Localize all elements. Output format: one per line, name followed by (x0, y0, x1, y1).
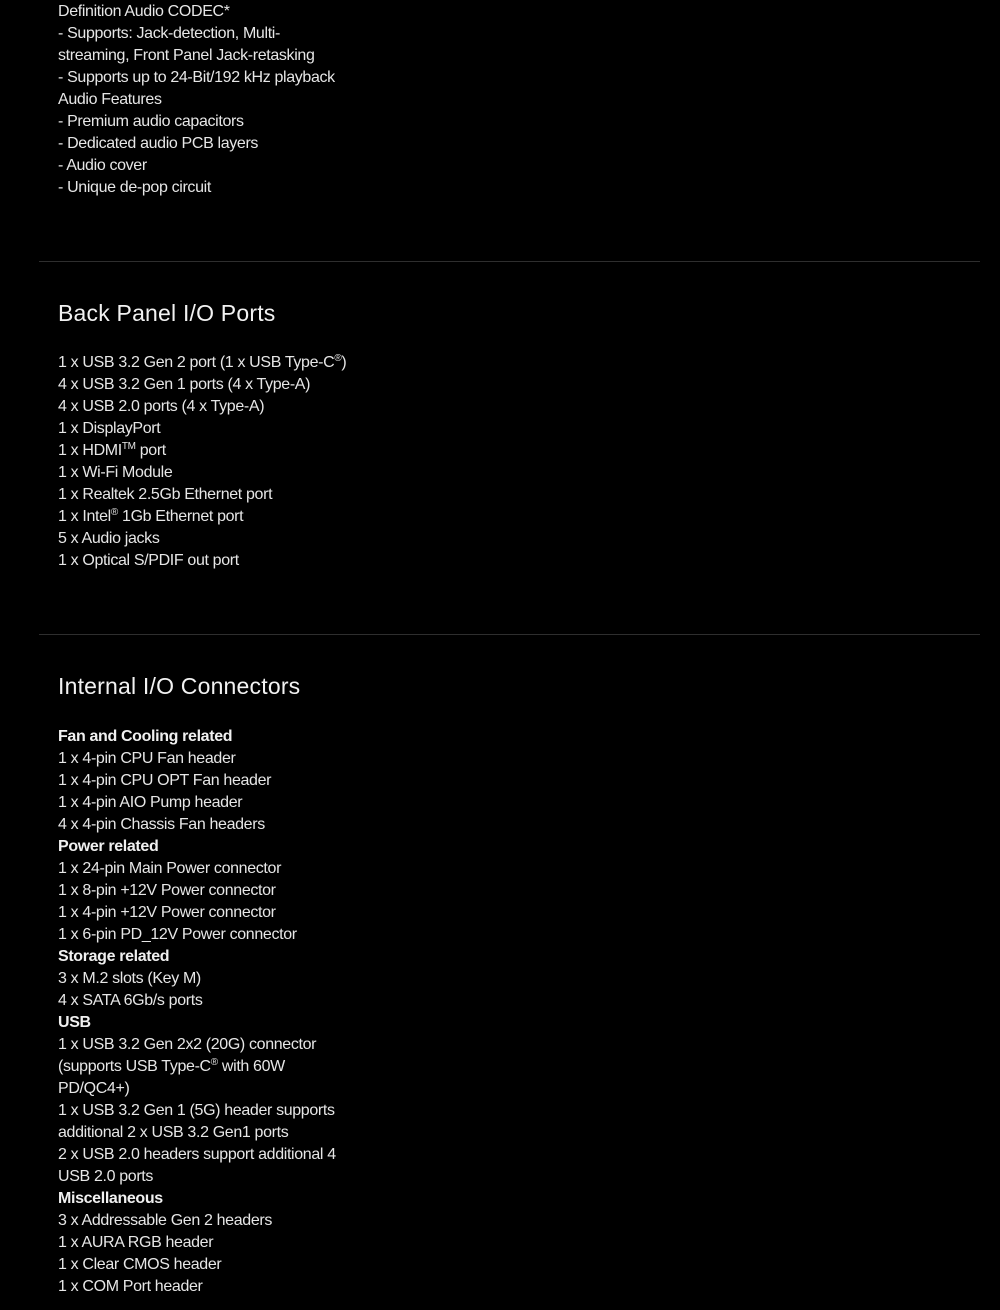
fan-subheading: Fan and Cooling related (58, 728, 233, 745)
back-panel-spec-list (58, 352, 348, 572)
power-line: 1 x 4-pin +12V Power connector (58, 904, 276, 921)
storage-line: 3 x M.2 slots (Key M) (58, 970, 201, 987)
misc-line: 1 x Clear CMOS header (58, 1256, 222, 1273)
back-panel-line (58, 352, 348, 374)
misc-subheading: Miscellaneous (58, 1190, 163, 1207)
registered-mark: ® (110, 507, 118, 518)
back-panel-text: 1 x HDMI (58, 442, 122, 459)
misc-line: 3 x Addressable Gen 2 headers (58, 1212, 272, 1229)
usb-line: 1 x USB 3.2 Gen 1 (5G) header supports additional 2 x USB 3.2 Gen1 ports (58, 1102, 335, 1141)
back-panel-line (58, 506, 348, 528)
back-panel-text: ) (341, 354, 347, 371)
power-line: 1 x 24-pin Main Power connector (58, 860, 282, 877)
fan-line: 1 x 4-pin AIO Pump header (58, 794, 243, 811)
fan-line: 1 x 4-pin CPU OPT Fan header (58, 772, 272, 789)
power-subheading: Power related (58, 838, 159, 855)
audio-line: Audio Features (58, 91, 162, 108)
usb-line: 2 x USB 2.0 headers support additional 4 USB 2.0 ports (58, 1146, 336, 1185)
storage-subheading: Storage related (58, 948, 170, 965)
power-line: 1 x 8-pin +12V Power connector (58, 882, 276, 899)
back-panel-text: 1 x USB 3.2 Gen 2 port (1 x USB Type-C (58, 354, 335, 371)
audio-line: Definition Audio CODEC* (58, 3, 230, 20)
back-panel-text: 1Gb Ethernet port (117, 508, 244, 525)
back-panel-line: 1 x Optical S/PDIF out port (58, 552, 239, 569)
registered-mark: ® (210, 1057, 218, 1068)
usb-text: with 60W PD/QC4+) (58, 1058, 285, 1097)
internal-io-spec-list (58, 726, 348, 1298)
back-panel-line: 4 x USB 2.0 ports (4 x Type-A) (58, 398, 265, 415)
internal-io-title: Internal I/O Connectors (58, 673, 301, 699)
storage-line: 4 x SATA 6Gb/s ports (58, 992, 203, 1009)
back-panel-line: 4 x USB 3.2 Gen 1 ports (4 x Type-A) (58, 376, 311, 393)
back-panel-line (58, 440, 348, 462)
usb-text: 1 x USB 3.2 Gen 2x2 (20G) connector (supports USB Type-C (58, 1036, 317, 1075)
misc-line: 1 x COM Port header (58, 1278, 203, 1295)
audio-line: - Audio cover (58, 157, 147, 174)
section-divider (39, 634, 980, 635)
back-panel-line: 1 x Realtek 2.5Gb Ethernet port (58, 486, 273, 503)
audio-line: - Supports up to 24-Bit/192 kHz playback (58, 69, 335, 86)
audio-line: - Dedicated audio PCB layers (58, 135, 259, 152)
back-panel-line: 1 x DisplayPort (58, 420, 161, 437)
back-panel-line: 1 x Wi-Fi Module (58, 464, 173, 481)
back-panel-text: port (135, 442, 166, 459)
audio-line: - Supports: Jack-detection, Multi-streaming, Front Panel Jack-retasking (58, 25, 315, 64)
back-panel-text: 1 x Intel (58, 508, 111, 525)
audio-line: - Unique de-pop circuit (58, 179, 211, 196)
back-panel-title: Back Panel I/O Ports (58, 300, 276, 326)
trademark-mark: TM (121, 441, 136, 452)
fan-line: 4 x 4-pin Chassis Fan headers (58, 816, 265, 833)
usb-subheading: USB (58, 1014, 91, 1031)
power-line: 1 x 6-pin PD_12V Power connector (58, 926, 297, 943)
section-divider (39, 261, 980, 262)
misc-line: 1 x AURA RGB header (58, 1234, 214, 1251)
usb-line (58, 1034, 348, 1100)
fan-line: 1 x 4-pin CPU Fan header (58, 750, 236, 767)
audio-spec-list (58, 1, 348, 199)
audio-line: - Premium audio capacitors (58, 113, 244, 130)
back-panel-line: 5 x Audio jacks (58, 530, 160, 547)
registered-mark: ® (334, 353, 342, 364)
